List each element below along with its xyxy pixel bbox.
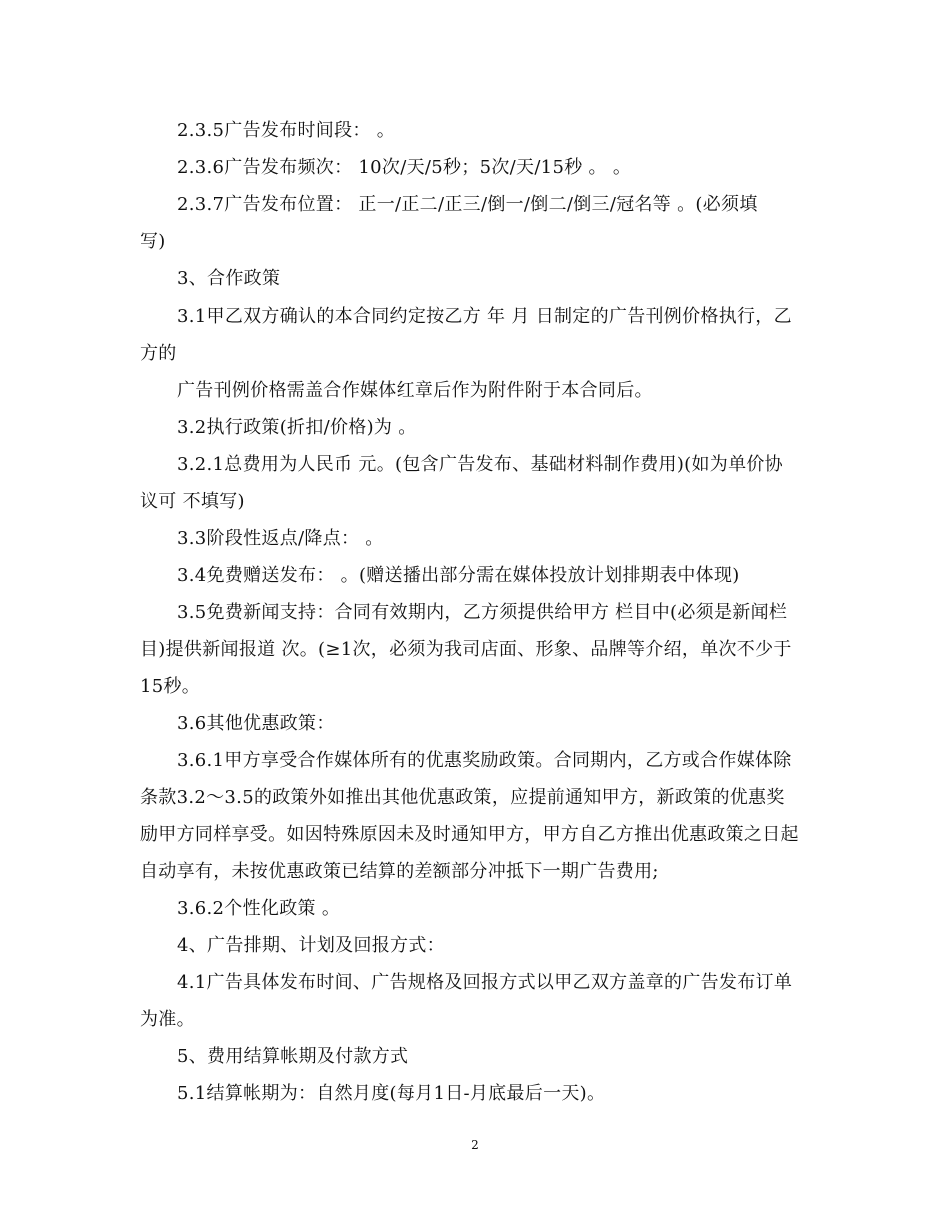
paragraph-line: 4.1广告具体发布时间、广告规格及回报方式以甲乙双方盖章的广告发布订单 — [177, 972, 793, 993]
paragraph-line: 2.3.7广告发布位置： 正一/正二/正三/倒一/倒二/倒三/冠名等 。(必须填 — [177, 194, 758, 215]
paragraph-line: 3.4免费赠送发布： 。(赠送播出部分需在媒体投放计划排期表中体现) — [177, 565, 740, 586]
paragraph-line: 为准。 — [140, 1009, 195, 1030]
paragraph-line: 3.1甲乙双方确认的本合同约定按乙方 年 月 日制定的广告刊例价格执行，乙 — [177, 306, 792, 327]
paragraph-line: 目)提供新闻报道 次。(≥1次，必须为我司店面、形象、品牌等介绍，单次不少于 — [140, 639, 792, 660]
paragraph-line: 3.2执行政策(折扣/价格)为 。 — [177, 417, 417, 438]
paragraph-line: 3.6其他优惠政策： — [177, 713, 335, 734]
paragraph-line: 3.2.1总费用为人民币 元。(包含广告发布、基础材料制作费用)(如为单价协 — [177, 454, 783, 475]
section-heading: 3、合作政策 — [177, 268, 281, 289]
paragraph-line: 广告刊例价格需盖合作媒体红章后作为附件附于本合同后。 — [177, 380, 653, 401]
paragraph-line: 自动享有，未按优惠政策已结算的差额部分冲抵下一期广告费用; — [140, 861, 659, 882]
paragraph-line: 5.1结算帐期为：自然月度(每月1日-月底最后一天)。 — [177, 1083, 606, 1104]
paragraph-line: 2.3.6广告发布频次： 10次/天/5秒；5次/天/15秒 。 。 — [177, 157, 632, 178]
section-heading: 5、费用结算帐期及付款方式 — [177, 1046, 409, 1067]
paragraph-line: 条款3.2～3.5的政策外如推出其他优惠政策，应提前通知甲方，新政策的优惠奖 — [140, 787, 785, 808]
paragraph-line: 3.3阶段性返点/降点： 。 — [177, 528, 384, 549]
paragraph-line: 3.5免费新闻支持：合同有效期内，乙方须提供给甲方 栏目中(必须是新闻栏 — [177, 602, 788, 623]
paragraph-line: 议可 不填写) — [140, 491, 245, 512]
page-number: 2 — [471, 1138, 479, 1152]
paragraph-line: 3.6.2个性化政策 。 — [177, 898, 341, 919]
section-heading: 4、广告排期、计划及回报方式： — [177, 935, 445, 956]
paragraph-line: 方的 — [140, 343, 177, 364]
paragraph-line: 2.3.5广告发布时间段： 。 — [177, 120, 396, 141]
paragraph-line: 3.6.1甲方享受合作媒体所有的优惠奖励政策。合同期内，乙方或合作媒体除 — [177, 750, 792, 771]
paragraph-line: 励甲方同样享受。如因特殊原因未及时通知甲方，甲方自乙方推出优惠政策之日起 — [140, 824, 799, 845]
paragraph-line: 写) — [140, 231, 166, 252]
paragraph-line: 15秒。 — [140, 676, 201, 697]
